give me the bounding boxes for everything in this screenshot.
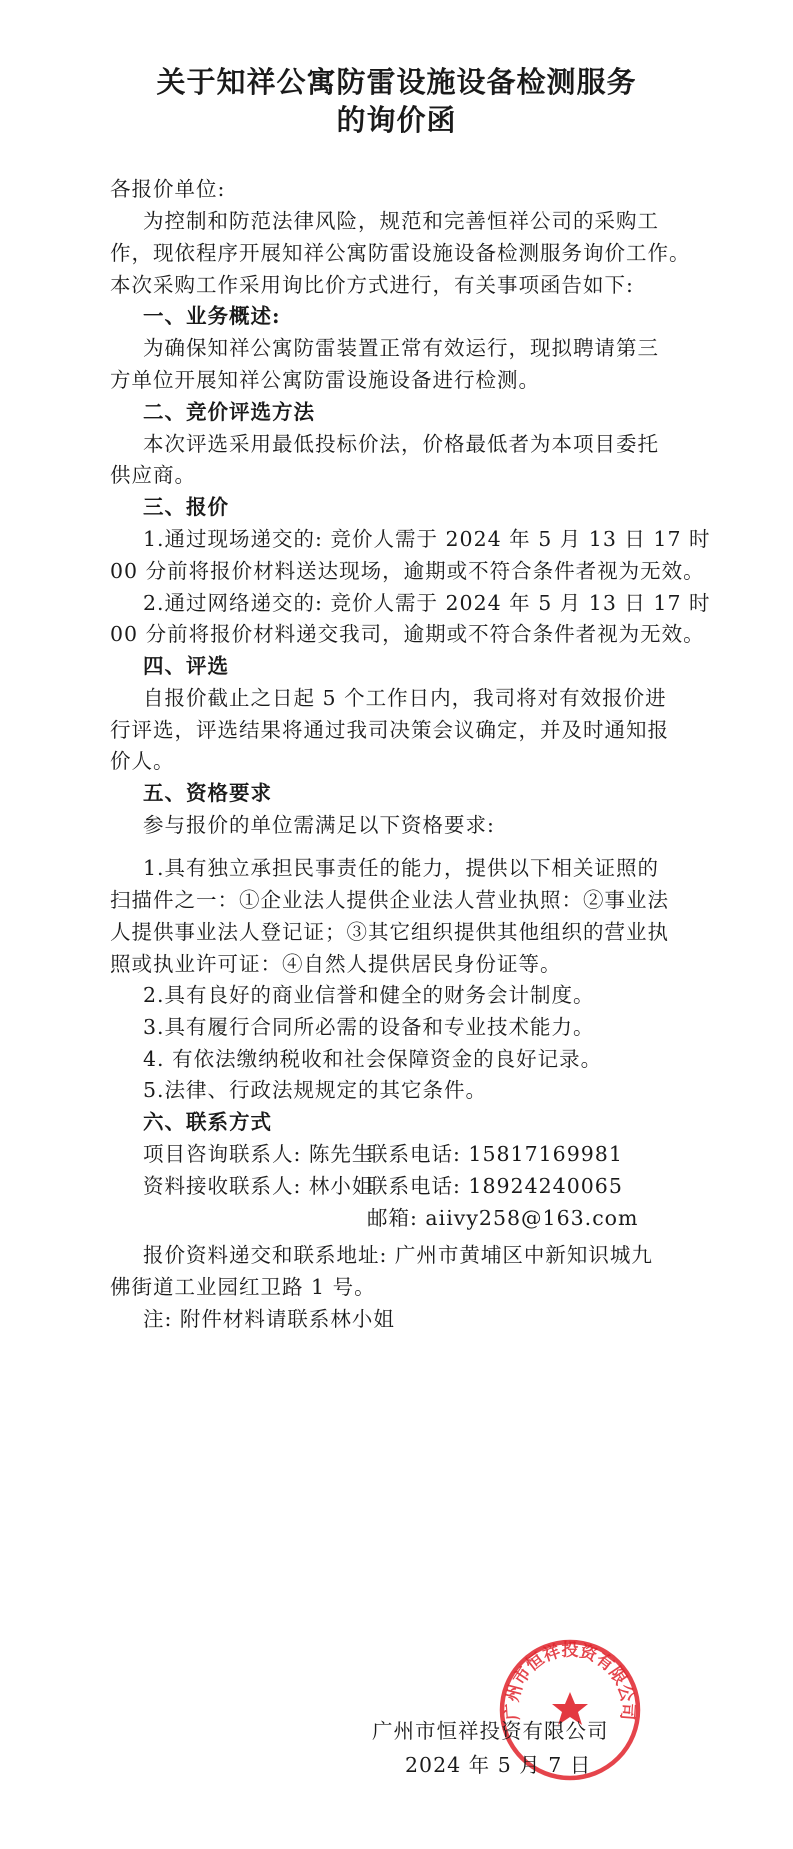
section-line: 本次评选采用最低投标价法，价格最低者为本项目委托 xyxy=(143,432,659,456)
note-line: 注: 附件材料请联系林小姐 xyxy=(143,1307,395,1331)
signature-date: 2024 年 5 月 7 日 xyxy=(405,1753,592,1777)
section-heading: 三、报价 xyxy=(143,495,229,519)
section-line: 5.法律、行政法规规定的其它条件。 xyxy=(143,1078,488,1102)
section-line: 2.具有良好的商业信誉和健全的财务会计制度。 xyxy=(143,983,595,1007)
section-line: 价人。 xyxy=(110,749,175,773)
intro-line: 作，现依程序开展知祥公寓防雷设施设备检测服务询价工作。 xyxy=(110,241,691,265)
contact-email: 邮箱: aiivy258@163.com xyxy=(367,1206,639,1230)
signature-company: 广州市恒祥投资有限公司 xyxy=(372,1719,609,1743)
contact-person: 项目咨询联系人: 陈先生 xyxy=(143,1142,374,1166)
address-line: 佛街道工业园红卫路 1 号。 xyxy=(110,1275,376,1299)
section-line: 参与报价的单位需满足以下资格要求: xyxy=(143,813,495,837)
section-line: 行评选，评选结果将通过我司决策会议确定，并及时通知报 xyxy=(110,718,669,742)
intro-line: 为控制和防范法律风险，规范和完善恒祥公司的采购工 xyxy=(143,209,659,233)
address-line: 报价资料递交和联系地址: 广州市黄埔区中新知识城九 xyxy=(143,1243,653,1267)
section-heading: 一、业务概述: xyxy=(143,304,281,328)
section-line: 自报价截止之日起 5 个工作日内，我司将对有效报价进 xyxy=(143,686,667,710)
section-line: 4. 有依法缴纳税收和社会保障资金的良好记录。 xyxy=(143,1047,603,1071)
section-heading: 二、竞价评选方法 xyxy=(143,400,315,424)
contact-phone: 联系电话: 18924240065 xyxy=(367,1174,623,1198)
doc-title-line2: 的询价函 xyxy=(336,103,457,137)
doc-title-line1: 关于知祥公寓防雷设施设备检测服务 xyxy=(156,65,637,99)
seal-text: 广州市恒祥投资有限公司 xyxy=(502,1640,638,1721)
section-line: 扫描件之一：①企业法人提供企业法人营业执照：②事业法 xyxy=(110,888,669,912)
section-line: 照或执业许可证：④自然人提供居民身份证等。 xyxy=(110,952,562,976)
section-line: 1.通过现场递交的: 竞价人需于 2024 年 5 月 13 日 17 时 xyxy=(143,527,711,551)
section-line: 供应商。 xyxy=(110,463,196,487)
section-line: 2.通过网络递交的: 竞价人需于 2024 年 5 月 13 日 17 时 xyxy=(143,591,711,615)
section-heading: 六、联系方式 xyxy=(143,1110,272,1134)
section-heading: 四、评选 xyxy=(143,654,229,678)
contact-phone: 联系电话: 15817169981 xyxy=(367,1142,623,1166)
section-line: 00 分前将报价材料递交我司，逾期或不符合条件者视为无效。 xyxy=(110,622,705,646)
section-line: 为确保知祥公寓防雷装置正常有效运行，现拟聘请第三 xyxy=(143,336,659,360)
section-line: 1.具有独立承担民事责任的能力，提供以下相关证照的 xyxy=(143,856,660,880)
section-heading: 五、资格要求 xyxy=(143,781,272,805)
intro-line: 本次采购工作采用询比价方式进行，有关事项函告如下: xyxy=(110,273,634,297)
section-line: 3.具有履行合同所必需的设备和专业技术能力。 xyxy=(143,1015,595,1039)
contact-person: 资料接收联系人: 林小姐 xyxy=(143,1174,374,1198)
section-line: 00 分前将报价材料送达现场，逾期或不符合条件者视为无效。 xyxy=(110,559,705,583)
salutation: 各报价单位: xyxy=(110,177,226,201)
section-line: 人提供事业法人登记证；③其它组织提供其他组织的营业执 xyxy=(110,920,669,944)
section-line: 方单位开展知祥公寓防雷设施设备进行检测。 xyxy=(110,368,540,392)
